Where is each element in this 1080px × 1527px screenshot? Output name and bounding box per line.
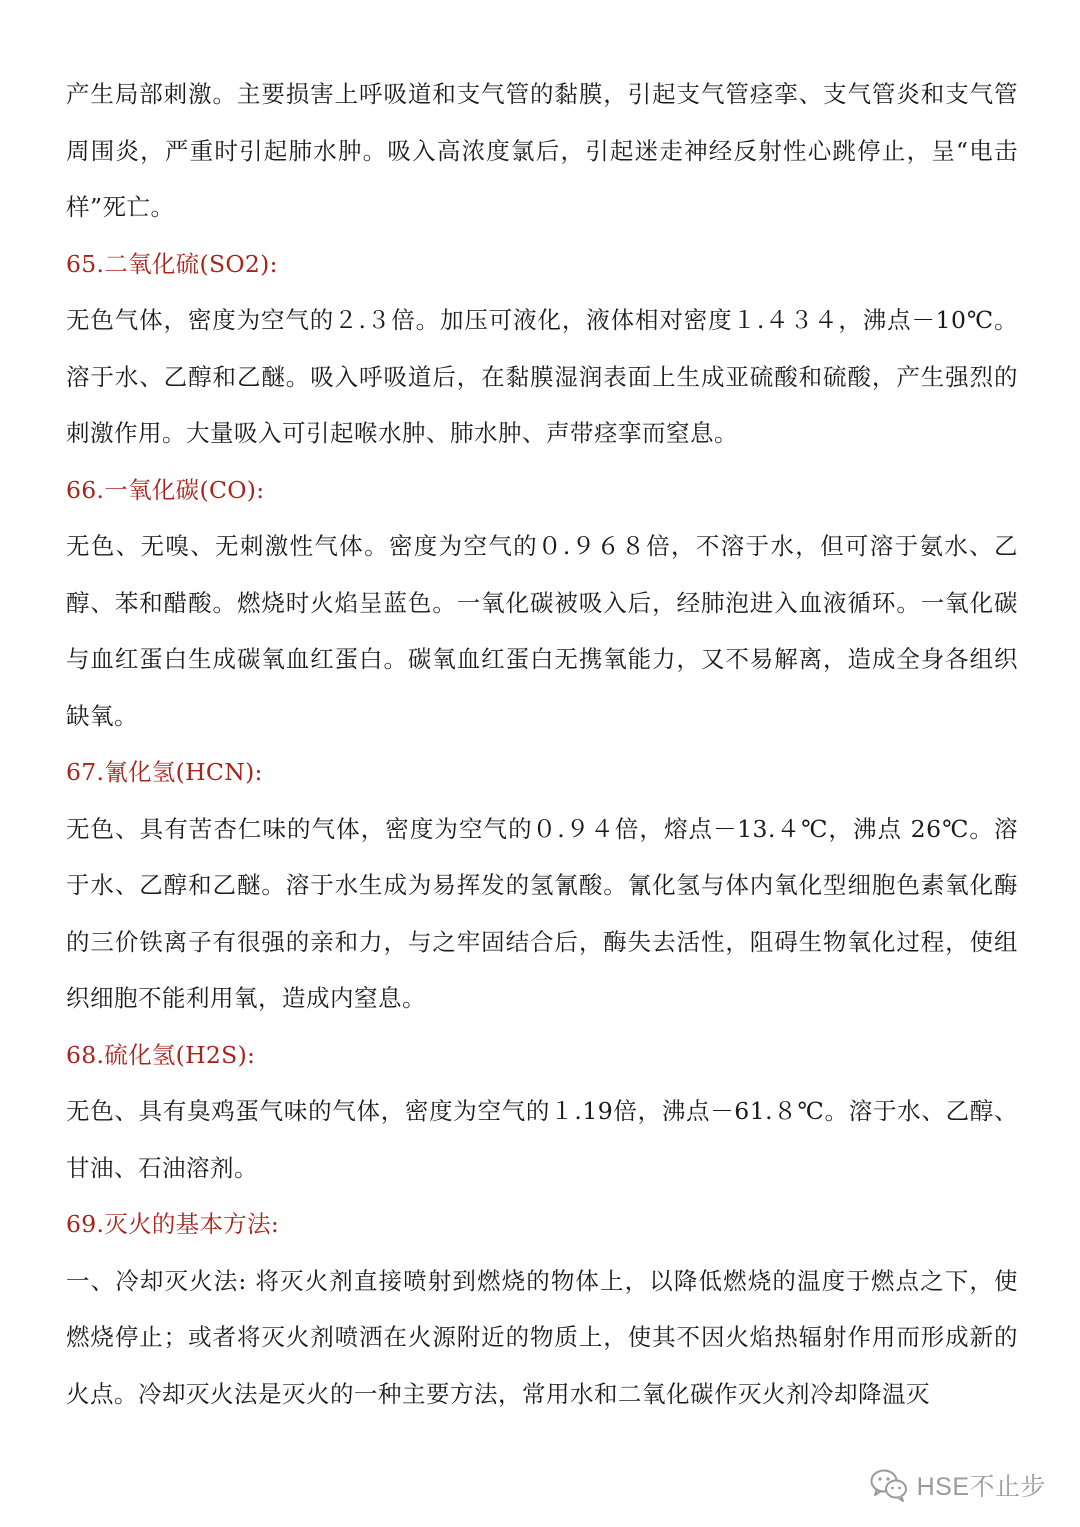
section-body-69: 一、冷却灭火法: 将灭火剂直接喷射到燃烧的物体上，以降低燃烧的温度于燃点之下，使燃烧停止；或者将灭火剂喷洒在火源附近的物质上，使其不因火焰热辐射作用而形成新的火点。冷却灭火法是灭火的一种主要方法，常用水和二氧化碳作灭火剂冷却降温灭 [66, 1266, 1018, 1408]
section-heading-65: 65.二氧化硫(SO2): [66, 249, 278, 278]
intro-paragraph: 产生局部刺激。主要损害上呼吸道和支气管的黏膜，引起支气管痉挛、支气管炎和支气管周围炎，严重时引起肺水肿。吸入高浓度氯后，引起迷走神经反射性心跳停止，呈“电击样”死亡。 [66, 80, 1018, 221]
section-heading-69: 69.灭火的基本方法: [66, 1210, 280, 1238]
account-watermark [869, 1465, 1046, 1505]
wechat-icon [869, 1467, 909, 1503]
section-heading-66: 66.一氧化碳(CO): [66, 475, 265, 504]
section-heading-67: 67.氰化氢(HCN): [66, 758, 263, 786]
watermark-text: HSE不止步 [916, 1473, 1046, 1501]
document-page [66, 66, 1018, 1422]
section-body-66: 无色、无嗅、无刺激性气体。密度为空气的０.９６８倍，不溶于水，但可溶于氨水、乙醇、苯和醋酸。燃烧时火焰呈蓝色。一氧化碳被吸入后，经肺泡进入血液循环。一氧化碳与血红蛋白生成碳氧血红蛋白。碳氧血红蛋白无携氧能力，又不易解离，造成全身各组织缺氧。 [66, 532, 1018, 730]
section-heading-68: 68.硫化氢(H2S): [66, 1040, 256, 1069]
section-body-67: 无色、具有苦杏仁味的气体，密度为空气的０.９４倍，熔点－13.４℃，沸点 26℃。溶于水、乙醇和乙醚。溶于水生成为易挥发的氢氰酸。氰化氢与体内氧化型细胞色素氧化酶的三价铁离子有很强的亲和力，与之牢固结合后，酶失去活性，阻碍生物氧化过程，使组织细胞不能利用氧，造成内窒息。 [66, 814, 1018, 1012]
section-body-68: 无色、具有臭鸡蛋气味的气体，密度为空气的１.19倍，沸点－61.８℃。溶于水、乙醇、甘油、石油溶剂。 [66, 1097, 1018, 1182]
section-body-65: 无色气体，密度为空气的２.３倍。加压可液化，液体相对密度１.４３４，沸点－10℃。溶于水、乙醇和乙醚。吸入呼吸道后，在黏膜湿润表面上生成亚硫酸和硫酸，产生强烈的刺激作用。大量吸入可引起喉水肿、肺水肿、声带痉挛而窒息。 [66, 306, 1018, 447]
